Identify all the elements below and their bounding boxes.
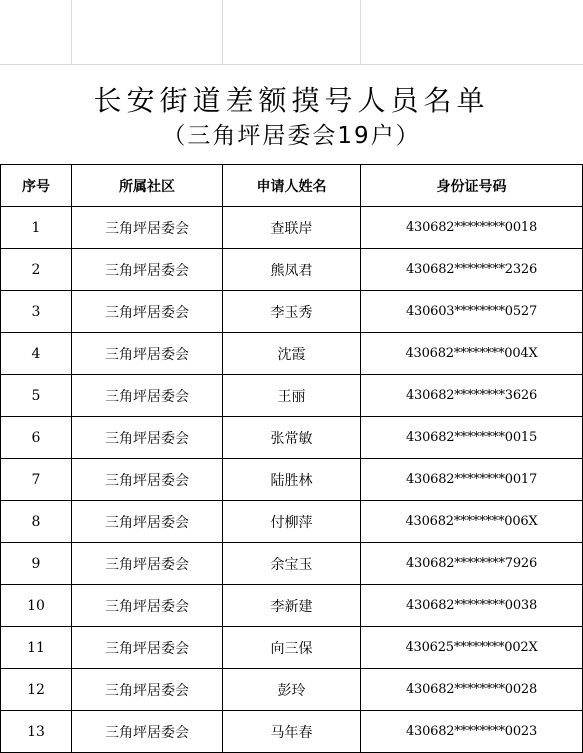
cell-community: 三角坪居委会 (72, 501, 223, 543)
cell-community: 三角坪居委会 (72, 207, 223, 249)
header-applicant-name: 申请人姓名 (223, 165, 361, 207)
table-header-row (1, 165, 583, 207)
cell-community: 三角坪居委会 (72, 375, 223, 417)
cell-index: 4 (1, 333, 72, 375)
table-row (1, 417, 583, 459)
table-row (1, 627, 583, 669)
table-row (1, 459, 583, 501)
cell-community: 三角坪居委会 (72, 669, 223, 711)
cell-index: 11 (1, 627, 72, 669)
title-block (0, 65, 583, 164)
cell-id-number: 430603********0527 (361, 291, 583, 333)
cell-index: 6 (1, 417, 72, 459)
cell-community: 三角坪居委会 (72, 543, 223, 585)
cell-id-number: 430682********004X (361, 333, 583, 375)
name-list-table (0, 164, 583, 753)
cell-community: 三角坪居委会 (72, 333, 223, 375)
cell-community: 三角坪居委会 (72, 585, 223, 627)
cell-community: 三角坪居委会 (72, 711, 223, 753)
cell-id-number: 430625********002X (361, 627, 583, 669)
grid-line (71, 0, 72, 64)
cell-id-number: 430682********0023 (361, 711, 583, 753)
table-row (1, 711, 583, 753)
cell-applicant-name: 王丽 (223, 375, 361, 417)
cell-index: 3 (1, 291, 72, 333)
cell-applicant-name: 李玉秀 (223, 291, 361, 333)
cell-id-number: 430682********0038 (361, 585, 583, 627)
cell-index: 13 (1, 711, 72, 753)
cell-applicant-name: 向三保 (223, 627, 361, 669)
cell-index: 1 (1, 207, 72, 249)
cell-id-number: 430682********0018 (361, 207, 583, 249)
table-row (1, 501, 583, 543)
cell-index: 8 (1, 501, 72, 543)
cell-applicant-name: 彭玲 (223, 669, 361, 711)
cell-id-number: 430682********0017 (361, 459, 583, 501)
page-subtitle: （三角坪居委会19户） (162, 123, 421, 149)
header-community: 所属社区 (72, 165, 223, 207)
cell-applicant-name: 查联岸 (223, 207, 361, 249)
table-row (1, 291, 583, 333)
cell-index: 9 (1, 543, 72, 585)
spreadsheet-empty-header-area (0, 0, 583, 65)
header-index: 序号 (1, 165, 72, 207)
grid-line (222, 0, 223, 64)
cell-community: 三角坪居委会 (72, 627, 223, 669)
cell-applicant-name: 张常敏 (223, 417, 361, 459)
cell-id-number: 430682********7926 (361, 543, 583, 585)
cell-index: 10 (1, 585, 72, 627)
cell-index: 2 (1, 249, 72, 291)
table-row (1, 375, 583, 417)
cell-applicant-name: 熊凤君 (223, 249, 361, 291)
grid-line (360, 0, 361, 64)
cell-id-number: 430682********2326 (361, 249, 583, 291)
cell-id-number: 430682********0015 (361, 417, 583, 459)
cell-community: 三角坪居委会 (72, 291, 223, 333)
cell-applicant-name: 李新建 (223, 585, 361, 627)
cell-index: 12 (1, 669, 72, 711)
table-row (1, 207, 583, 249)
cell-applicant-name: 沈霞 (223, 333, 361, 375)
cell-index: 5 (1, 375, 72, 417)
cell-index: 7 (1, 459, 72, 501)
cell-applicant-name: 付柳萍 (223, 501, 361, 543)
table-row (1, 585, 583, 627)
cell-community: 三角坪居委会 (72, 249, 223, 291)
cell-applicant-name: 余宝玉 (223, 543, 361, 585)
table-row (1, 249, 583, 291)
cell-id-number: 430682********0028 (361, 669, 583, 711)
cell-applicant-name: 陆胜林 (223, 459, 361, 501)
page-title: 长安街道差额摸号人员名单 (93, 84, 490, 117)
cell-community: 三角坪居委会 (72, 417, 223, 459)
cell-id-number: 430682********3626 (361, 375, 583, 417)
table-row (1, 543, 583, 585)
header-id-number: 身份证号码 (361, 165, 583, 207)
table-row (1, 669, 583, 711)
table-row (1, 333, 583, 375)
cell-community: 三角坪居委会 (72, 459, 223, 501)
cell-applicant-name: 马年春 (223, 711, 361, 753)
cell-id-number: 430682********006X (361, 501, 583, 543)
